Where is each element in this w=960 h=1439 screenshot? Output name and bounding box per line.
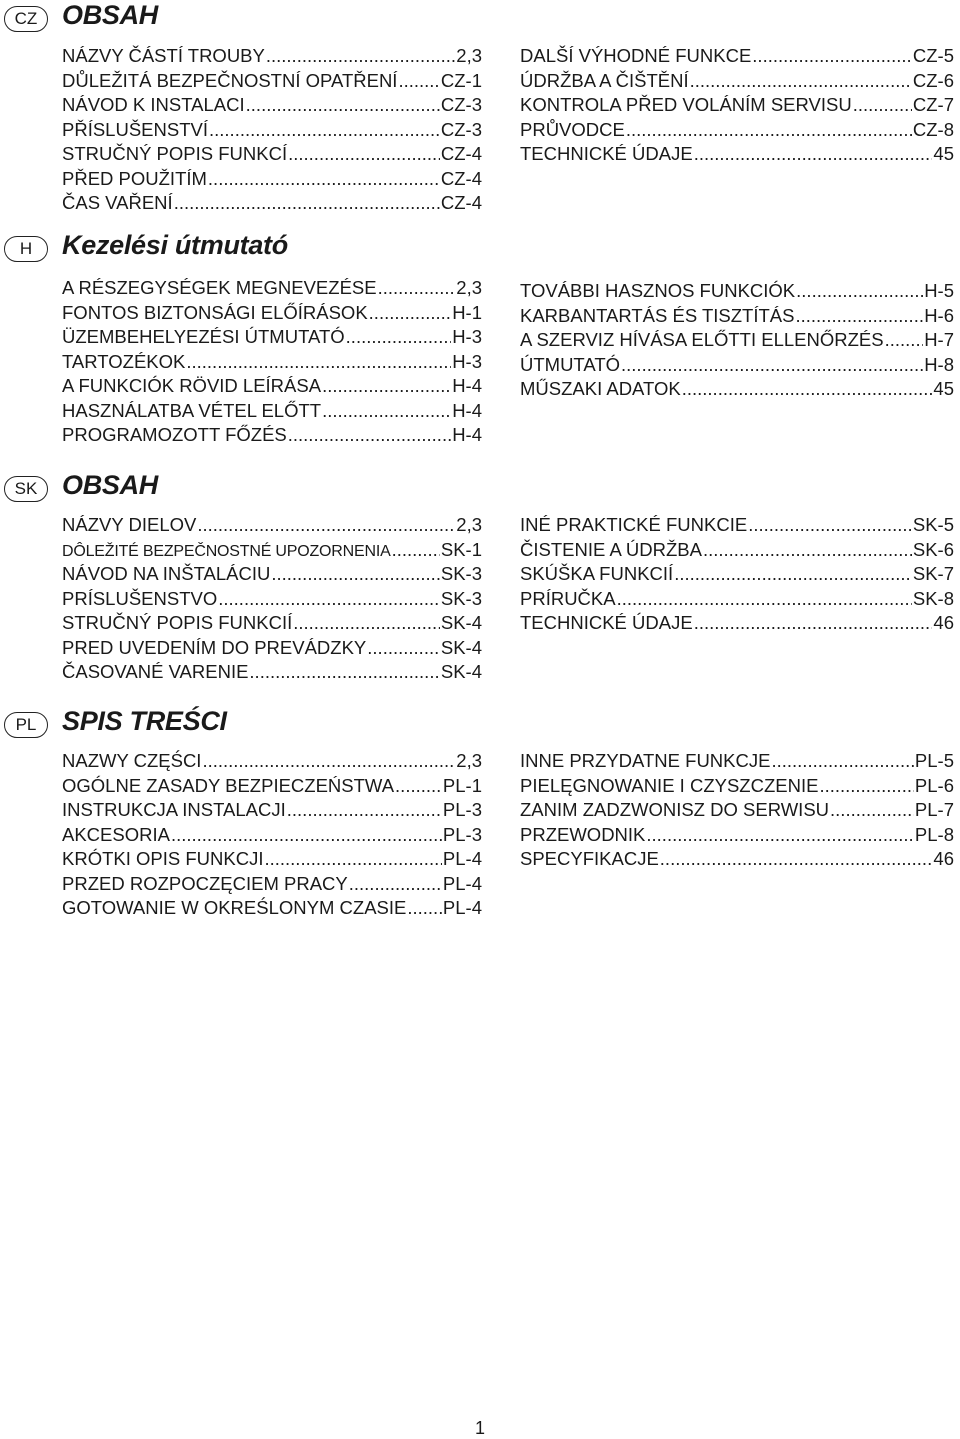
toc-entry[interactable]: PROGRAMOZOTT FŐZÉS ..... H-4 [62,423,482,448]
toc-column-right [520,513,954,636]
toc-column-right [520,279,954,402]
toc-entry[interactable]: TECHNICKÉ ÚDAJE ..... 45 [520,142,954,167]
toc-entry[interactable]: PRŮVODCE ..... CZ-8 [520,118,954,143]
toc-entry[interactable]: OGÓLNE ZASADY BEZPIECZEŃSTWA ..... PL-1 [62,774,482,799]
toc-column-right [520,749,954,872]
section-title: SPIS TREŚCI [62,706,227,736]
toc-entry[interactable]: KONTROLA PŘED VOLÁNÍM SERVISU ..... CZ-7 [520,93,954,118]
toc-entry[interactable]: STRUČNÝ POPIS FUNKCÍ ..... CZ-4 [62,142,482,167]
toc-entry[interactable]: NÁZVY DIELOV ..... 2,3 [62,513,482,538]
toc-entry[interactable]: AKCESORIA ..... PL-3 [62,823,482,848]
toc-entry[interactable]: NÁZVY ČÁSTÍ TROUBY ..... 2,3 [62,44,482,69]
page-number: 1 [474,1418,485,1438]
toc-entry[interactable]: ÚDRŽBA A ČIŠTĚNÍ ..... CZ-6 [520,69,954,94]
toc-entry[interactable]: SPECYFIKACJE ..... 46 [520,847,954,872]
toc-entry[interactable]: TECHNICKÉ ÚDAJE ..... 46 [520,611,954,636]
section-title: OBSAH [62,0,159,30]
section-title: OBSAH [62,470,159,500]
toc-entry[interactable]: TOVÁBBI HASZNOS FUNKCIÓK ..... H-5 [520,279,954,304]
toc-entry[interactable]: FONTOS BIZTONSÁGI ELŐÍRÁSOK ..... H-1 [62,301,482,326]
toc-entry[interactable]: GOTOWANIE W OKREŚLONYM CZASIE ..... PL-4 [62,896,482,921]
toc-entry[interactable]: HASZNÁLATBA VÉTEL ELŐTT ..... H-4 [62,399,482,424]
toc-entry[interactable]: SKÚŠKA FUNKCIÍ ..... SK-7 [520,562,954,587]
toc-entry[interactable]: A SZERVIZ HÍVÁSA ELŐTTI ELLENŐRZÉS ..... H-7 [520,328,954,353]
toc-entry[interactable]: INÉ PRAKTICKÉ FUNKCIE ..... SK-5 [520,513,954,538]
toc-entry[interactable]: NÁVOD NA INŠTALÁCIU ..... SK-3 [62,562,482,587]
toc-column-right [520,44,954,167]
toc-entry[interactable]: ZANIM ZADZWONISZ DO SERWISU ..... PL-7 [520,798,954,823]
toc-entry[interactable]: ČASOVANÉ VARENIE ..... SK-4 [62,660,482,685]
toc-entry[interactable]: DALŠÍ VÝHODNÉ FUNKCE ..... CZ-5 [520,44,954,69]
toc-column-left [62,44,482,216]
toc-entry[interactable]: INSTRUKCJA INSTALACJI ..... PL-3 [62,798,482,823]
toc-column-left [62,276,482,448]
toc-column-left [62,749,482,921]
toc-entry[interactable]: INNE PRZYDATNE FUNKCJE ..... PL-5 [520,749,954,774]
toc-entry[interactable]: STRUČNÝ POPIS FUNKCIÍ ..... SK-4 [62,611,482,636]
toc-entry[interactable]: ČAS VAŘENÍ ..... CZ-4 [62,191,482,216]
toc-entry[interactable]: KRÓTKI OPIS FUNKCJI ..... PL-4 [62,847,482,872]
toc-entry[interactable]: A FUNKCIÓK RÖVID LEÍRÁSA ..... H-4 [62,374,482,399]
toc-entry[interactable]: PŘED POUŽITÍM ..... CZ-4 [62,167,482,192]
toc-entry[interactable]: PRÍRUČKA ..... SK-8 [520,587,954,612]
toc-column-left [62,513,482,685]
toc-entry[interactable]: KARBANTARTÁS ÉS TISZTÍTÁS ..... H-6 [520,304,954,329]
language-badge: H [4,236,48,262]
toc-entry[interactable]: MŰSZAKI ADATOK ..... 45 [520,377,954,402]
toc-entry[interactable]: NÁVOD K INSTALACI ..... CZ-3 [62,93,482,118]
toc-entry[interactable]: ÜZEMBEHELYEZÉSI ÚTMUTATÓ ..... H-3 [62,325,482,350]
toc-entry[interactable]: PRED UVEDENÍM DO PREVÁDZKY ..... SK-4 [62,636,482,661]
toc-entry[interactable]: DÔLEŽITÉ BEZPEČNOSTNÉ UPOZORNENIA ..... SK-1 [62,538,482,563]
toc-entry[interactable]: DŮLEŽITÁ BEZPEČNOSTNÍ OPATŘENÍ ..... CZ-1 [62,69,482,94]
toc-entry[interactable]: NAZWY CZĘŚCI ..... 2,3 [62,749,482,774]
language-badge: SK [4,476,48,502]
section-title: Kezelési útmutató [62,230,288,260]
language-badge: CZ [4,6,48,32]
language-badge: PL [4,712,48,738]
toc-entry[interactable]: PRZEWODNIK ..... PL-8 [520,823,954,848]
toc-entry[interactable]: PIELĘGNOWANIE I CZYSZCZENIE ..... PL-6 [520,774,954,799]
toc-entry[interactable]: PRZED ROZPOCZĘCIEM PRACY ..... PL-4 [62,872,482,897]
toc-entry[interactable]: ÚTMUTATÓ ..... H-8 [520,353,954,378]
toc-entry[interactable]: ČISTENIE A ÚDRŽBA ..... SK-6 [520,538,954,563]
toc-entry[interactable]: PŘÍSLUŠENSTVÍ ..... CZ-3 [62,118,482,143]
toc-entry[interactable]: TARTOZÉKOK ..... H-3 [62,350,482,375]
toc-entry[interactable]: PRÍSLUŠENSTVO ..... SK-3 [62,587,482,612]
toc-entry[interactable]: A RÉSZEGYSÉGEK MEGNEVEZÉSE ..... 2,3 [62,276,482,301]
